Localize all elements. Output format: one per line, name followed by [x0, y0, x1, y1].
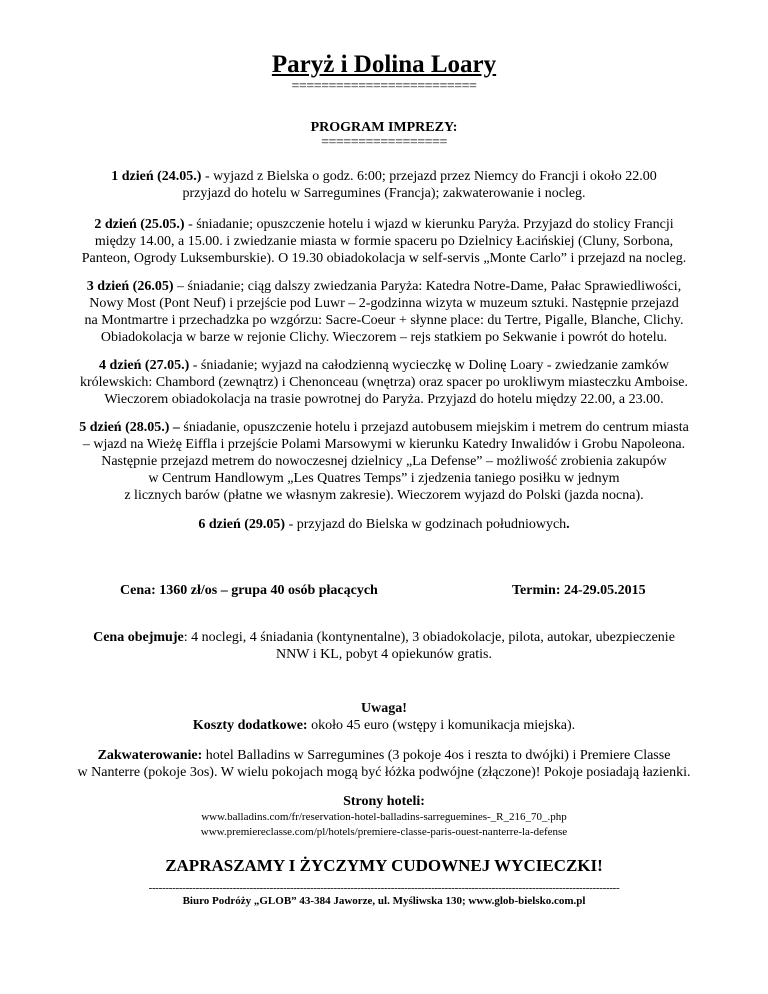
day-6-paragraph [18, 516, 750, 533]
additional-costs-label: Koszty dodatkowe: [192, 718, 308, 733]
day-5-line-3: Następnie przejazd metrem do nowoczesnej dzielnicy „La Defense” – możliwość zrobienia zakupów [101, 454, 667, 469]
day-3-line-4: Obiadokolacja w barze w rejonie Clichy. Wieczorem – rejs statkiem po Sekwanie i powrót do hotelu. [100, 330, 668, 345]
additional-costs-line [18, 717, 750, 734]
day-4-label: 4 dzień (27.05.) [99, 358, 190, 373]
price-includes-line-1: : 4 noclegi, 4 śniadania (kontynentalne), 3 obiadokolacje, pilota, autokar, ubezpieczenie [183, 630, 675, 645]
price-includes-paragraph [18, 629, 750, 663]
day-4-line-2: królewskich: Chambord (zewnątrz) i Chenonceau (wnętrza) oraz spacer po urokliwym miasteczku Amboise. [79, 375, 688, 390]
page-title: Paryż i Dolina Loary [271, 51, 497, 78]
price-term-row [18, 583, 750, 601]
day-2-label: 2 dzień (25.05.) [94, 217, 185, 232]
day-5-paragraph [18, 419, 750, 504]
day-2-line-3: Panteon, Ogrody Luksemburskie). O 19.30 obiadokolacja w self-servis „Monte Carlo” i przejazd na nocleg. [81, 251, 687, 266]
hotel-url-premiere-classe[interactable]: www.premiereclasse.com/pl/hotels/premiere-classe-paris-ouest-nanterre-la-defense [200, 826, 568, 838]
day-5-label: 5 dzień (28.05.) – [79, 420, 180, 435]
title-underline-rule: ========================= [291, 79, 477, 94]
accommodation-line-2: w Nanterre (pokoje 3os). W wielu pokojach mogą być łóżka podwójne (złączone)! Pokoje posiadają łazienki. [77, 765, 691, 780]
note-heading: Uwaga! [361, 701, 407, 716]
day-6-end-mark: . [566, 517, 570, 532]
day-6-label: 6 dzień (29.05) [198, 517, 286, 532]
program-heading-rule: ================= [321, 135, 447, 150]
hotel-pages-heading: Strony hoteli: [343, 794, 425, 809]
day-3-line-2: Nowy Most (Pont Neuf) i przejście pod Luwr – 2-godzinna wizyta w muzeum sztuki. Następnie przejazd [89, 296, 679, 311]
program-heading: PROGRAM IMPREZY: [310, 120, 458, 135]
day-3-line-1: – śniadanie; ciąg dalszy zwiedzania Paryża: Katedra Notre-Dame, Pałac Sprawiedliwości, [173, 279, 682, 294]
accommodation-line-1: hotel Balladins w Sarregumines (3 pokoje 4os i reszta to dwójki) i Premiere Classe [202, 748, 671, 763]
day-5-line-5: z licznych barów (płatne we własnym zakresie). Wieczorem wyjazd do Polski (jazda nocna). [124, 488, 644, 503]
day-1-line-1: - wyjazd z Bielska o godz. 6:00; przejazd przez Niemcy do Francji i około 22.00 [201, 169, 657, 184]
day-5-line-1: śniadanie, opuszczenie hotelu i przejazd autobusem miejskim i metrem do centrum miasta [179, 420, 689, 435]
day-3-line-3: na Montmartre i przechadzka po wzgórzu: Sacre-Coeur + słynne place: du Tertre, Pigalle, Blanche, Clichy. [84, 313, 684, 328]
price-text: Cena: 1360 zł/os – grupa 40 osób płacących [120, 583, 378, 598]
day-1-label: 1 dzień (24.05.) [111, 169, 202, 184]
day-5-line-2: – wjazd na Wieżę Eiffla i przejście Polami Marsowymi w kierunku Katedry Inwalidów i Grobu Napoleona. [82, 437, 686, 452]
term-text: Termin: 24-29.05.2015 [512, 583, 646, 598]
day-4-line-3: Wieczorem obiadokolacja na trasie powrotnej do Paryża. Przyjazd do hotelu między 22.00, a 23.00. [104, 392, 664, 407]
price-includes-label: Cena obejmuje [93, 630, 184, 645]
day-2-line-1: - śniadanie; opuszczenie hotelu i wjazd w kierunku Paryża. Przyjazd do stolicy Francji [184, 217, 674, 232]
accommodation-label: Zakwaterowanie: [97, 748, 203, 763]
day-2-line-2: między 14.00, a 15.00. i zwiedzanie miasta w formie spaceru po Dzielnicy Łacińskiej (Cluny, Sorbona, [94, 234, 674, 249]
day-4-paragraph [18, 357, 750, 408]
closing-invitation: ZAPRASZAMY I ŻYCZYMY CUDOWNEJ WYCIECZKI! [165, 856, 603, 875]
day-1-paragraph [18, 168, 750, 202]
day-1-line-2: przyjazd do hotelu w Sarregumines (Francja); zakwaterowanie i nocleg. [182, 186, 586, 201]
footer-divider: -------------------------------------------------------------------------------------------------------------------------------------------- [148, 883, 620, 894]
day-2-paragraph [18, 216, 750, 267]
day-5-line-4: w Centrum Handlowym „Les Quatres Temps” i zjedzenia taniego posiłku w jednym [148, 471, 620, 486]
hotel-url-balladins[interactable]: www.balladins.com/fr/reservation-hotel-balladins-sarreguemines-_R_216_70_.php [201, 811, 567, 823]
additional-costs-text: około 45 euro (wstępy i komunikacja miejska). [307, 718, 576, 733]
day-6-line-1: - przyjazd do Bielska w godzinach południowych [285, 517, 567, 532]
day-3-label: 3 dzień (26.05) [86, 279, 174, 294]
day-3-paragraph [18, 278, 750, 346]
price-includes-line-2: NNW i KL, pobyt 4 opiekunów gratis. [276, 647, 492, 662]
footer-agency-info: Biuro Podróży „GLOB” 43-384 Jaworze, ul. Myśliwska 130; www.glob-bielsko.com.pl [182, 895, 586, 907]
day-4-line-1: - śniadanie; wyjazd na całodzienną wycieczkę w Dolinę Loary - zwiedzanie zamków [189, 358, 669, 373]
accommodation-paragraph [18, 747, 750, 781]
